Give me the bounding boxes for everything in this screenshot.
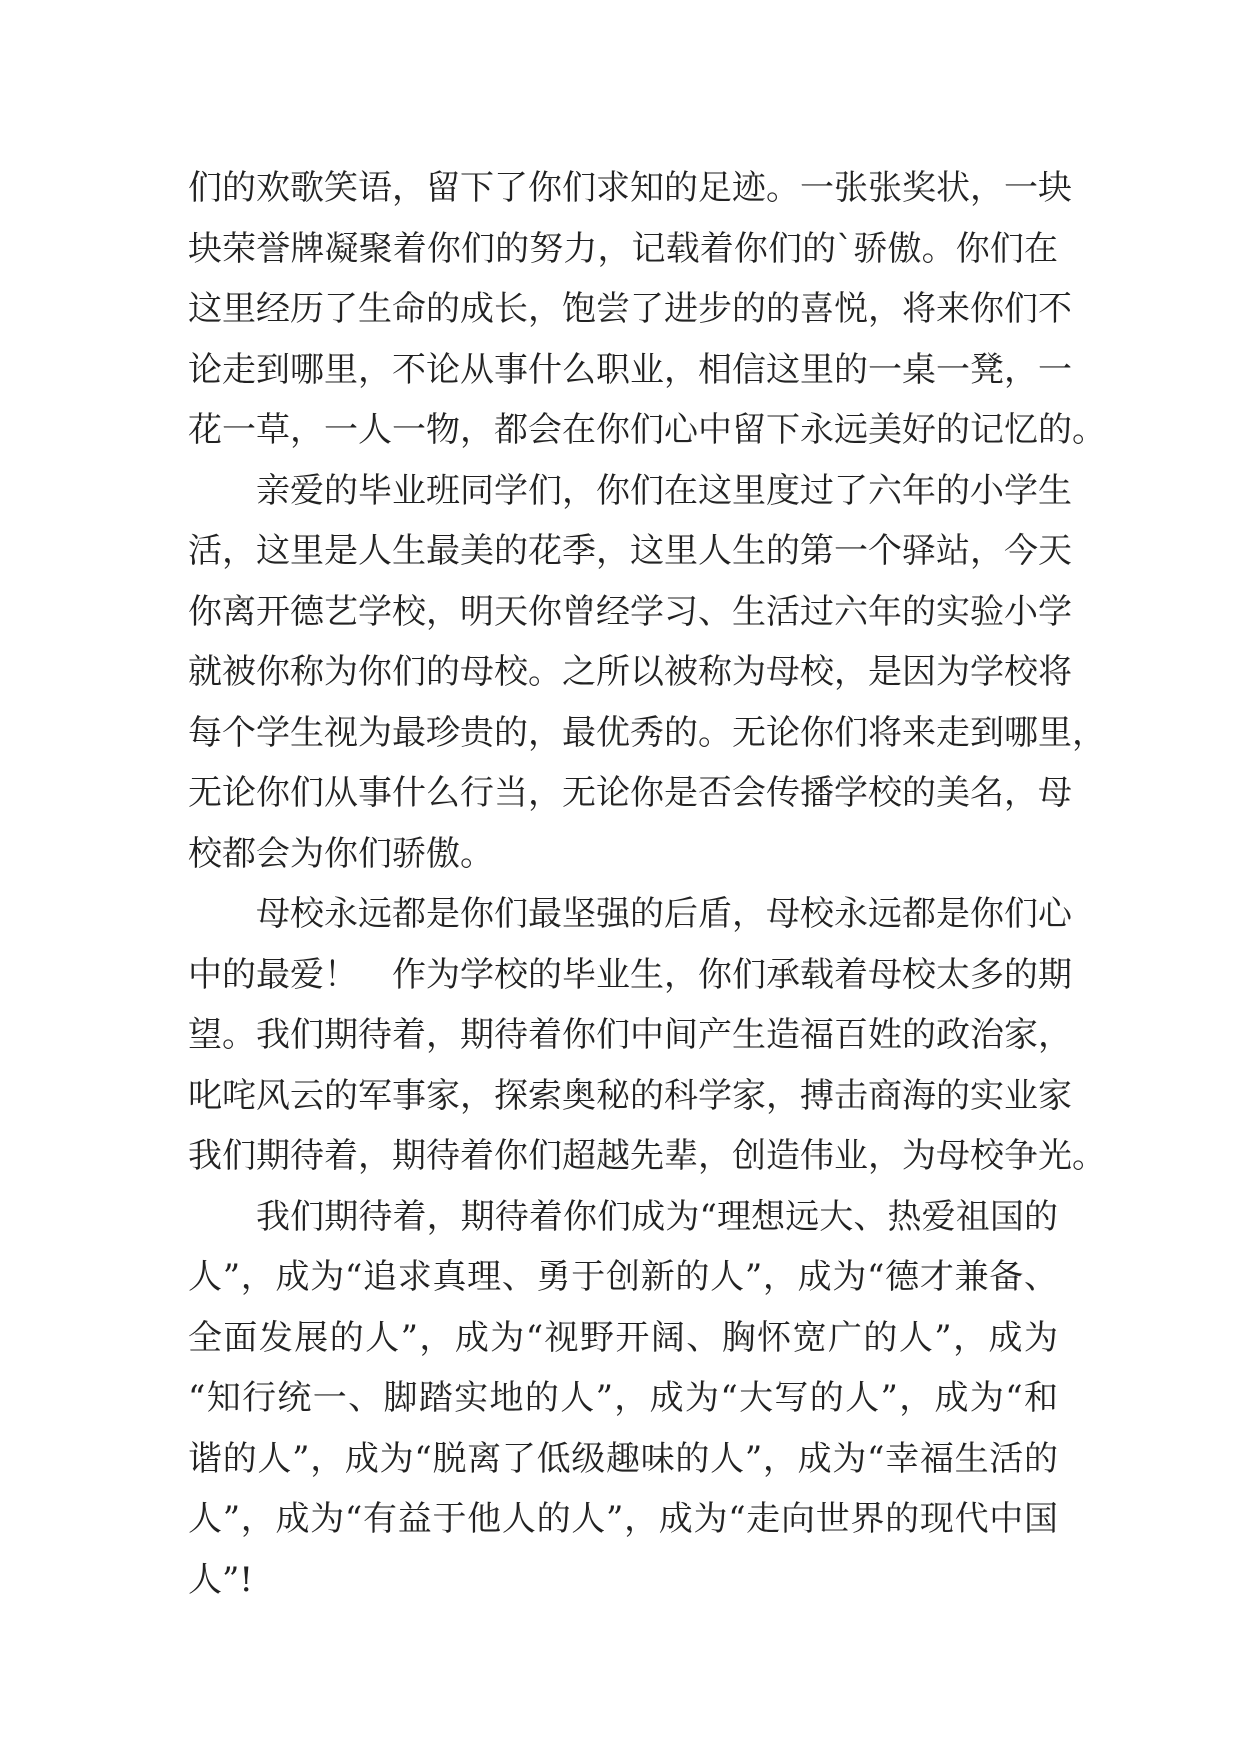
text-line: 每个学生视为最珍贵的，最优秀的。无论你们将来走到哪里， — [188, 712, 1106, 753]
text-line: 校都会为你们骄傲。 — [188, 833, 494, 874]
text-line: 这里经历了生命的成长，饱尝了进步的的喜悦，将来你们不 — [188, 289, 1072, 329]
text-line: 活，这里是人生最美的花季，这里人生的第一个驿站，今天 — [188, 531, 1072, 571]
text-line: 就被你称为你们的母校。之所以被称为母校，是因为学校将 — [188, 652, 1072, 692]
text-line: 谐的人”，成为“脱离了低级趣味的人”，成为“幸福生活的 — [188, 1438, 1058, 1479]
text-line: 我们期待着，期待着你们成为“理想远大、热爱祖国的 — [256, 1196, 1058, 1237]
text-line: 人”，成为“有益于他人的人”，成为“走向世界的现代中国 — [188, 1499, 1058, 1539]
text-line: 叱咤风云的军事家，探索奥秘的科学家，搏击商海的实业家 — [188, 1075, 1072, 1116]
text-line: “知行统一、脚踏实地的人”，成为“大写的人”，成为“和 — [188, 1378, 1058, 1418]
paragraph — [188, 884, 1106, 1187]
text-line: 人”! — [188, 1559, 254, 1600]
paragraph — [188, 1187, 1058, 1611]
text-line: 们的欢歌笑语，留下了你们求知的足迹。一张张奖状，一块 — [188, 168, 1072, 208]
text-line: 花一草，一人一物，都会在你们心中留下永远美好的记忆的。 — [188, 410, 1106, 450]
body-text — [188, 158, 1106, 1610]
text-line: 你离开德艺学校，明天你曾经学习、生活过六年的实验小学 — [188, 591, 1072, 632]
text-line: 块荣誉牌凝聚着你们的努力，记载着你们的`骄傲。你们在 — [188, 228, 1058, 269]
text-line: 全面发展的人”，成为“视野开阔、胸怀宽广的人”，成为 — [188, 1317, 1058, 1358]
text-line: 人”，成为“追求真理、勇于创新的人”，成为“德才兼备、 — [188, 1257, 1058, 1297]
text-line: 亲爱的毕业班同学们，你们在这里度过了六年的小学生 — [256, 470, 1072, 511]
text-line: 论走到哪里，不论从事什么职业，相信这里的一桌一凳，一 — [188, 349, 1072, 390]
paragraph — [188, 158, 1106, 461]
text-line: 望。我们期待着，期待着你们中间产生造福百姓的政治家， — [188, 1015, 1072, 1055]
text-line: 母校永远都是你们最坚强的后盾，母校永远都是你们心 — [256, 894, 1072, 934]
text-line: 无论你们从事什么行当，无论你是否会传播学校的美名，母 — [188, 773, 1072, 813]
paragraph — [188, 461, 1106, 885]
text-line: 我们期待着，期待着你们超越先辈，创造伟业，为母校争光。 — [188, 1136, 1106, 1176]
text-line: 中的最爱！ 作为学校的毕业生，你们承载着母校太多的期 — [188, 954, 1072, 995]
